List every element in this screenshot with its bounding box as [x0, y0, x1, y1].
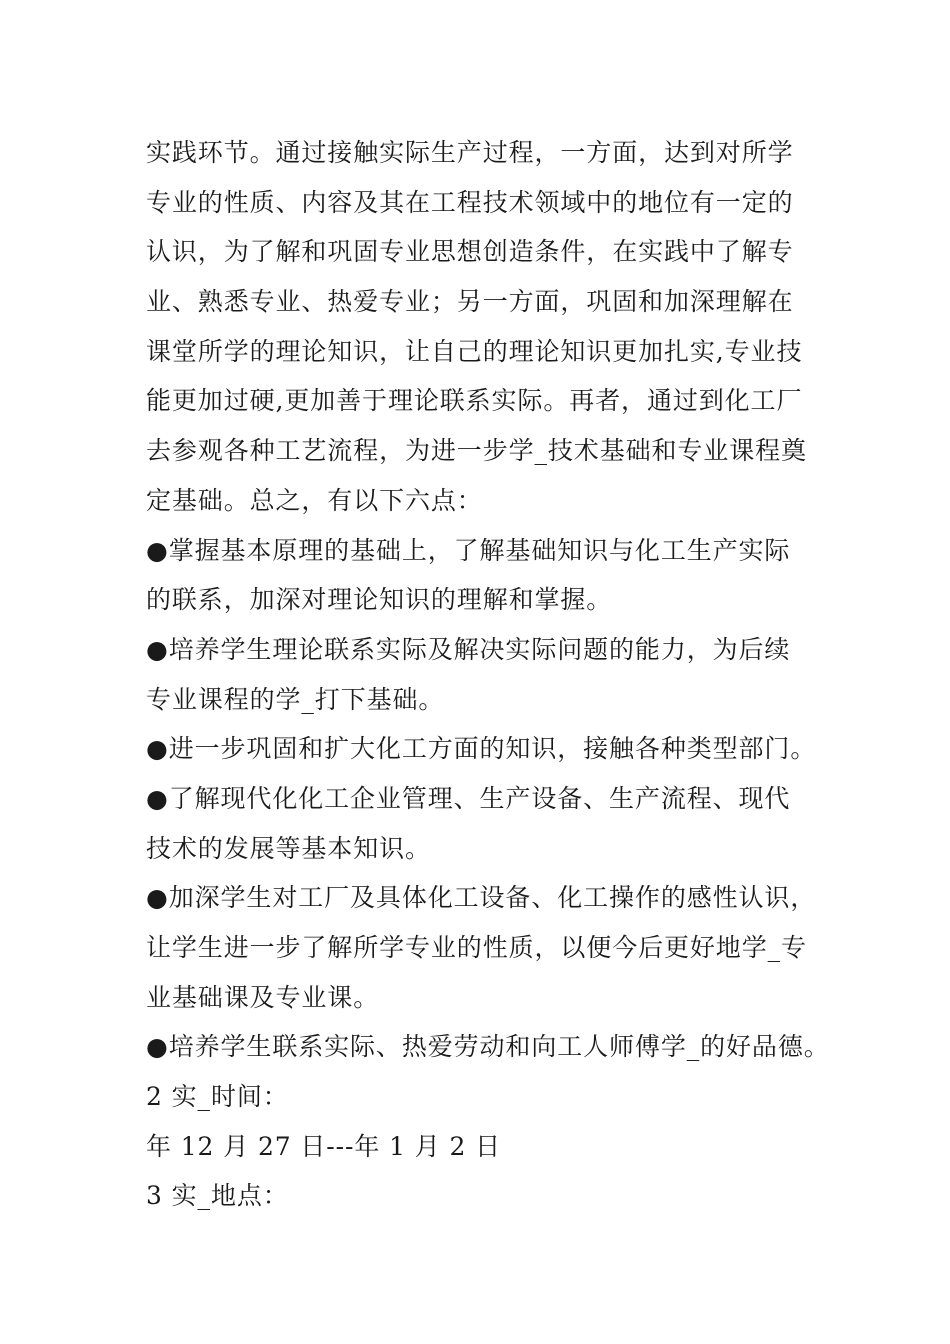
- section-heading-location: 3 实_地点：: [146, 1181, 289, 1211]
- section-heading-time: 2 实_时间：: [146, 1082, 289, 1112]
- paragraph-line: 专业的性质、内容及其在工程技术领域中的地位有一定的: [146, 187, 794, 217]
- bullet-item-line: ●了解现代化化工企业管理、生产设备、生产流程、现代: [146, 783, 791, 813]
- bullet-item-line: 业基础课及专业课。: [146, 982, 380, 1012]
- bullet-item-line: 的联系，加深对理论知识的理解和掌握。: [146, 585, 613, 615]
- paragraph-line: 实践环节。通过接触实际生产过程，一方面，达到对所学: [146, 138, 794, 167]
- date-range: 年 12 月 27 日---年 1 月 2 日: [146, 1131, 502, 1161]
- paragraph-line: 能更加过硬,更加善于理论联系实际。再者，通过到化工厂: [146, 386, 803, 416]
- bullet-item-line: ●培养学生联系实际、热爱劳动和向工人师傅学_的好品德。: [146, 1032, 830, 1062]
- document-body: [146, 128, 830, 1221]
- bullet-item-line: 技术的发展等基本知识。: [146, 833, 431, 863]
- bullet-item-line: ●掌握基本原理的基础上，了解基础知识与化工生产实际: [146, 535, 791, 565]
- paragraph-line: 认识，为了解和巩固专业思想创造条件，在实践中了解专: [146, 237, 794, 267]
- paragraph-line: 课堂所学的理论知识，让自己的理论知识更加扎实,专业技: [146, 336, 803, 366]
- bullet-item-line: 专业课程的学_打下基础。: [146, 684, 445, 714]
- paragraph-line: 去参观各种工艺流程，为进一步学_技术基础和专业课程奠: [146, 436, 807, 466]
- paragraph-line: 业、熟悉专业、热爱专业；另一方面，巩固和加深理解在: [146, 287, 794, 317]
- bullet-item-line: ●进一步巩固和扩大化工方面的知识，接触各种类型部门。: [146, 734, 817, 764]
- paragraph-line: 定基础。总之，有以下六点：: [146, 485, 483, 515]
- bullet-item-line: ●加深学生对工厂及具体化工设备、化工操作的感性认识，: [146, 883, 817, 913]
- bullet-item-line: 让学生进一步了解所学专业的性质，以便今后更好地学_专: [146, 933, 807, 962]
- bullet-item-line: ●培养学生理论联系实际及解决实际问题的能力，为后续: [146, 634, 791, 664]
